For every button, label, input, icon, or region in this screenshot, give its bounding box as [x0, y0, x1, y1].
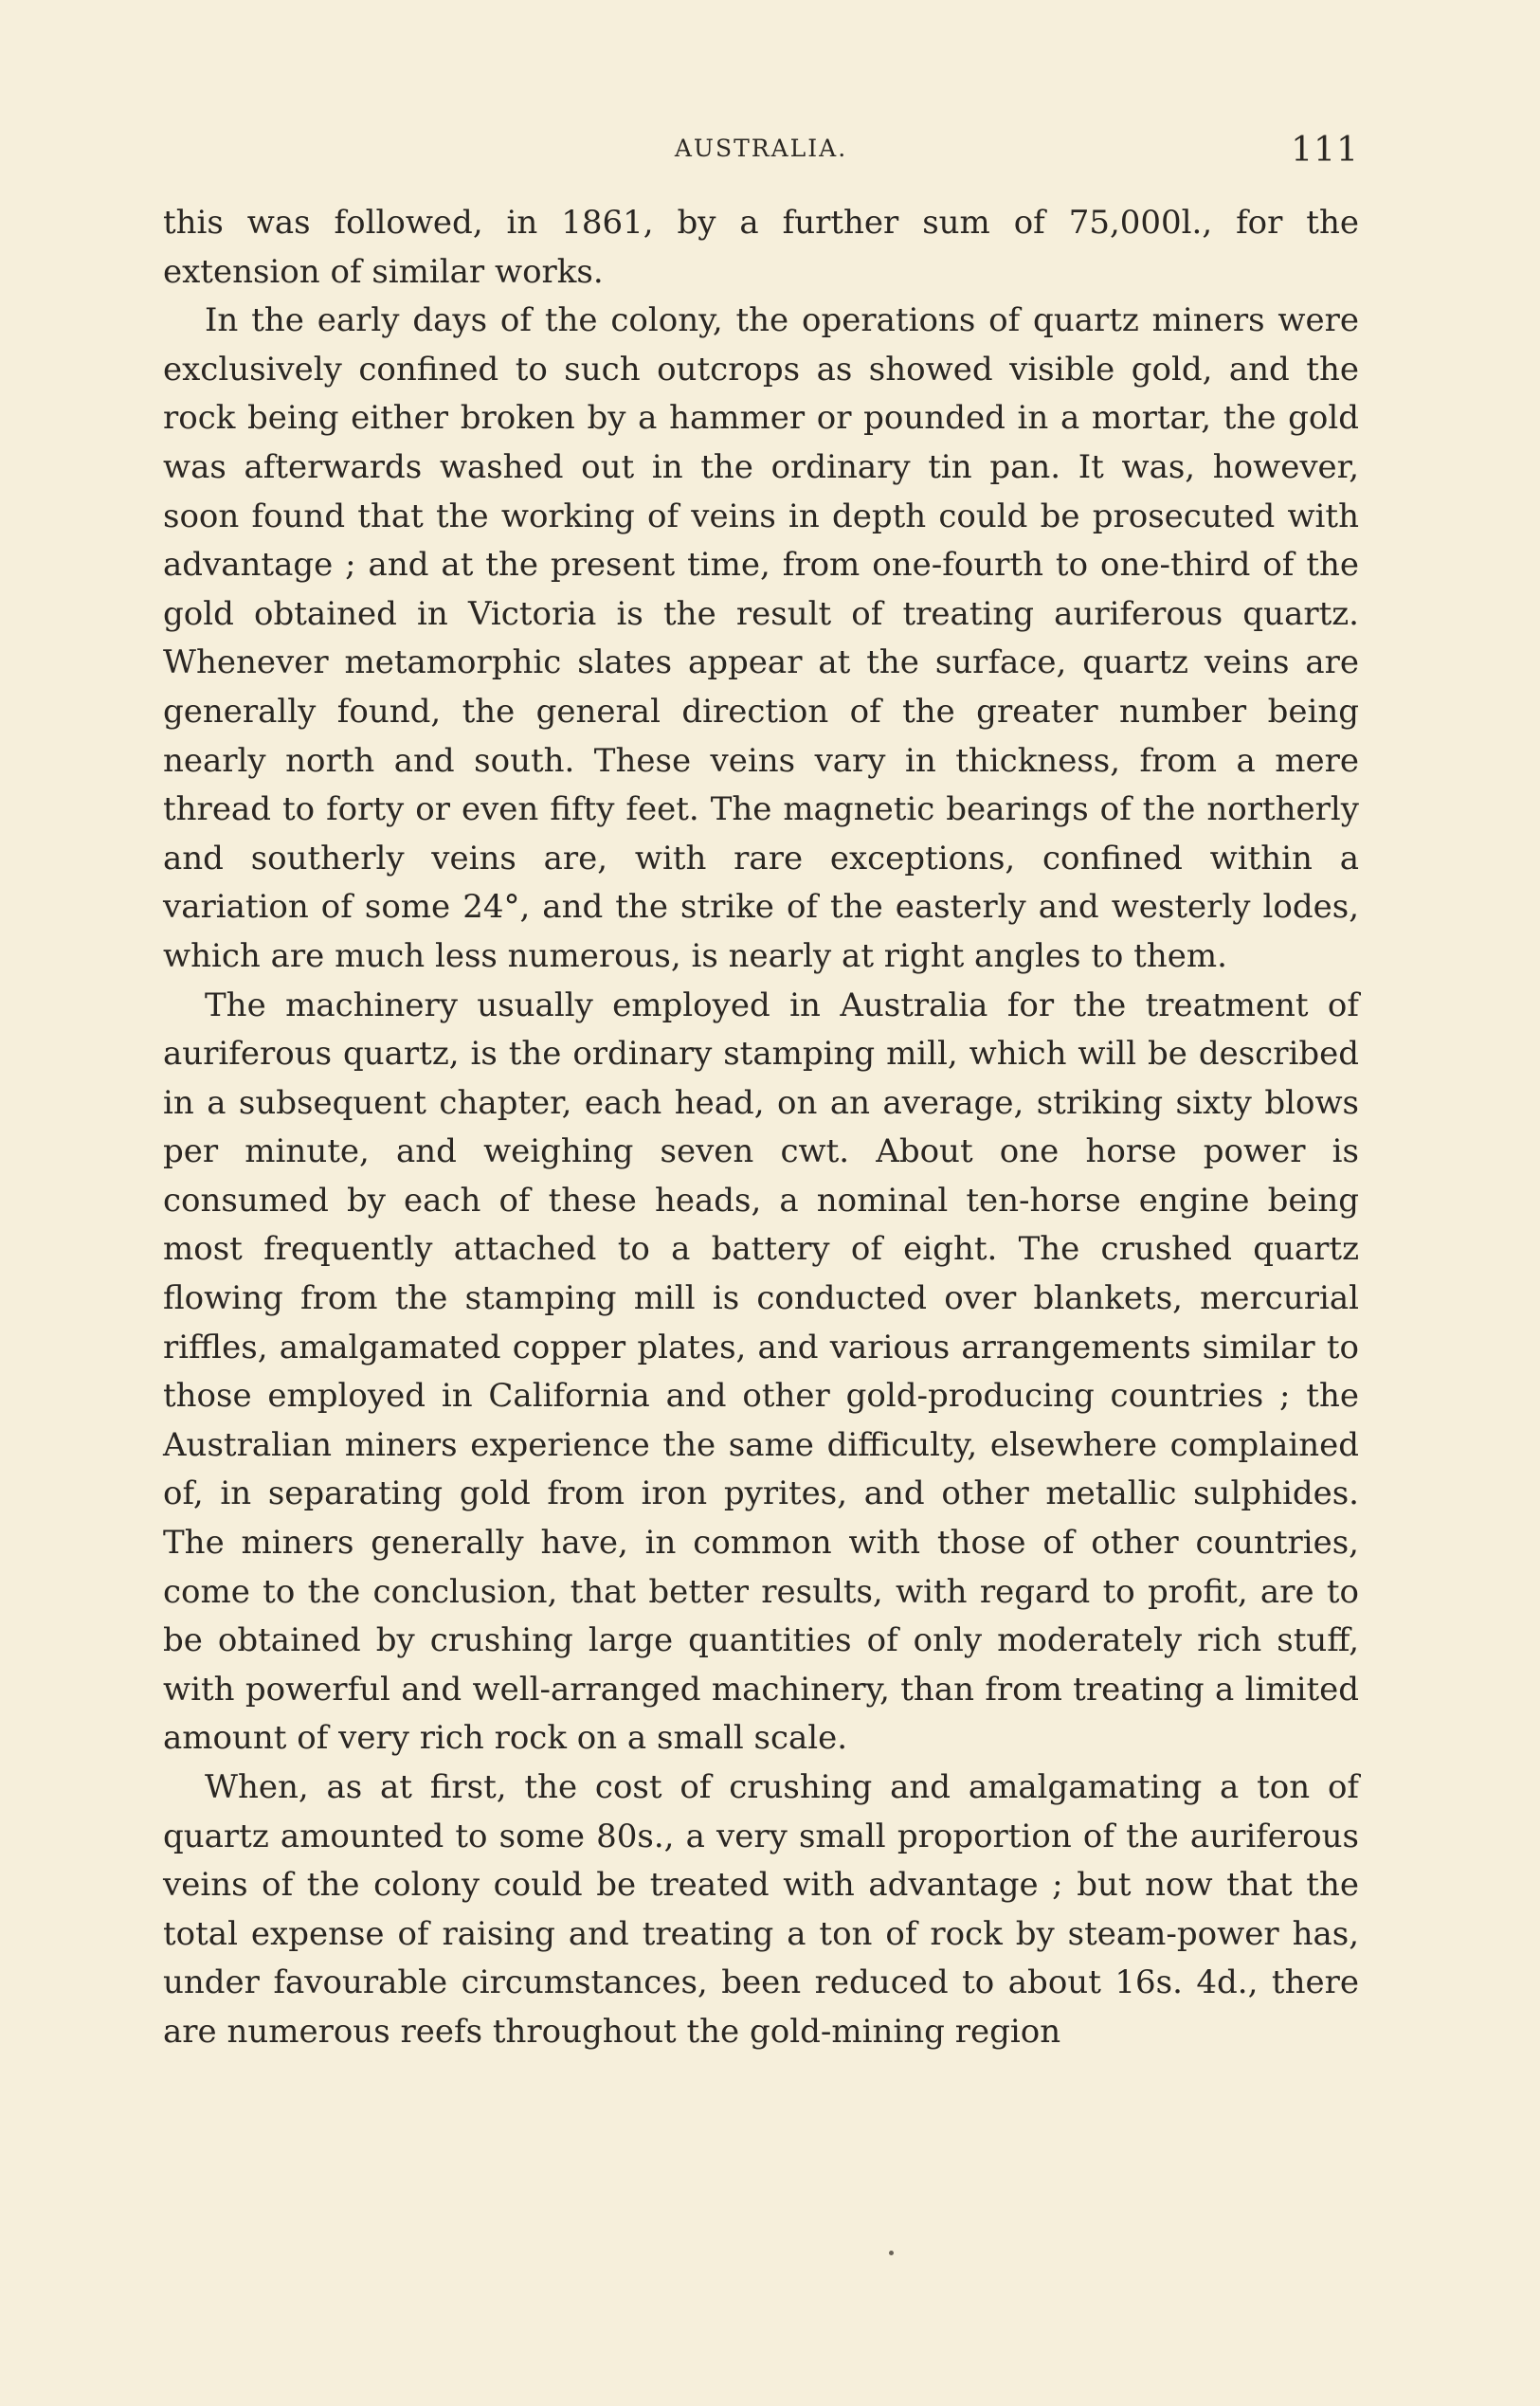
body-text — [163, 199, 1359, 2057]
running-head — [163, 131, 1359, 174]
paragraph: When, as at first, the cost of crushing and amalgamating a ton of quartz amounted to some 80s., a very small proportion of the auriferous veins of the colony could be treated with advantage ; but now that the total expense of raising and treating a ton of rock by steam-power has, under favourable circumstances, been reduced to about 16s. 4d., there are numerous reefs throughout the gold-mining region — [163, 1768, 1359, 2051]
ink-speck — [889, 2251, 894, 2255]
paragraph: The machinery usually employed in Australia for the treatment of auriferous quartz, is the ordinary stamping mill, which will be described in a subsequent chapter, each head, on an average, striking sixty blows per minute, and weighing seven cwt. About one horse power is consumed by each of these heads, a nominal ten-horse engine being most frequently attached to a battery of eight. The crushed quartz flowing from the stamping mill is conducted over blankets, mercurial riffles, amalgamated copper plates, and various arrangements similar to those employed in California and other gold-producing countries ; the Australian miners experience the same difficulty, elsewhere complained of, in separating gold from iron pyrites, and other metallic sulphides. The miners generally have, in common with those of other countries, come to the conclusion, that better results, with regard to profit, are to be obtained by crushing large quantities of only moderately rich stuff, with powerful and well-arranged machinery, than from treating a limited amount of very rich rock on a small scale. — [163, 986, 1359, 1758]
running-title: AUSTRALIA. — [674, 135, 848, 162]
paragraph: this was followed, in 1861, by a further sum of 75,000l., for the extension of similar works. — [163, 204, 1359, 291]
page-number: 111 — [1291, 131, 1359, 170]
paragraph: In the early days of the colony, the operations of quartz miners were exclusively confined to such outcrops as showed visible gold, and the rock being either broken by a hammer or pounded in a mortar, the gold was afterwards washed out in the ordinary tin pan. It was, however, soon found that the working of veins in depth could be prosecuted with advantage ; and at the present time, from one-fourth to one-third of the gold obtained in Victoria is the result of treating auriferous quartz. Whenever metamorphic slates appear at the surface, quartz veins are generally found, the general direction of the greater number being nearly north and south. These veins vary in thickness, from a mere thread to forty or even fifty feet. The magnetic bearings of the northerly and southerly veins are, with rare exceptions, confined within a variation of some 24°, and the strike of the easterly and westerly lodes, which are much less numerous, is nearly at right angles to them. — [163, 301, 1359, 975]
